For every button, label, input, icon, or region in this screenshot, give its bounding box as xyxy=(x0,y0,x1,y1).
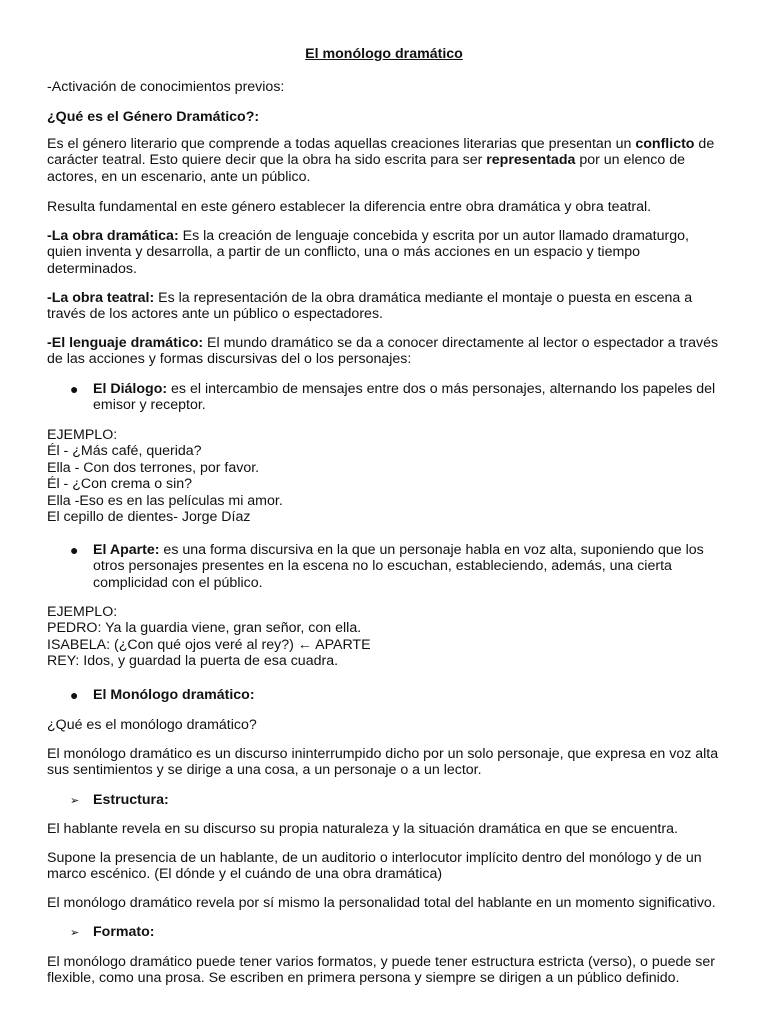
monologo-bullet-icon: ● xyxy=(70,687,79,703)
formato-arrow-icon: ➢ xyxy=(70,927,80,939)
obra-teatral-label: -La obra teatral: xyxy=(47,290,155,306)
ejemplo-line: REY: Idos, y guardad la puerta de esa cuadra. xyxy=(47,653,339,670)
obra-dramatica-text: Es la creación de lenguaje concebida y escrita por un autor llamado dramaturgo, quien inventa y desarrolla, a partir de un conflicto, una o más acciones en un espacio y tiempo determinados. xyxy=(47,228,689,277)
genre-text-2: de carácter teatral. Esto quiere decir que la obra ha sido escrita para ser xyxy=(47,136,715,169)
estructura-heading: Estructura: xyxy=(93,792,169,808)
aparte-label: El Aparte: xyxy=(93,542,160,558)
dialogo-bullet-icon: ● xyxy=(70,381,79,397)
dialogo-paragraph xyxy=(93,381,733,414)
ejemplo-line: Ella - Con dos terrones, por favor. xyxy=(47,459,260,476)
estructura-paragraph-3: El monólogo dramático revela por sí mismo la personalidad total del hablante en un momento significativo. xyxy=(47,895,716,911)
lenguaje-dramatico-label: -El lenguaje dramático: xyxy=(47,335,204,351)
lenguaje-dramatico-text: El mundo dramático se da a conocer directamente al lector o espectador a través de las acciones y formas discursivas del o los personajes: xyxy=(47,335,719,368)
estructura-arrow-icon: ➢ xyxy=(70,795,80,807)
genre-question-heading: ¿Qué es el Género Dramático?: xyxy=(47,109,260,125)
estructura-paragraph-2: Supone la presencia de un hablante, de un auditorio o interlocutor implícito dentro del monólogo y de un marco escénico. (El dónde y el cuándo de una obra dramática) xyxy=(47,850,702,883)
genre-bold-representada: representada xyxy=(486,152,576,169)
aparte-text: es una forma discursiva en la que un personaje habla en voz alta, suponiendo que los otros personajes presentes en la escena no lo escuchan, estableciendo, además, una cierta complicidad con el público. xyxy=(93,542,704,591)
ejemplo-line: PEDRO: Ya la guardia viene, gran señor, con ella. xyxy=(47,620,362,637)
dialogo-text: es el intercambio de mensajes entre dos o más personajes, alternando los papeles del emisor y receptor. xyxy=(93,381,716,414)
monologo-question: ¿Qué es el monólogo dramático? xyxy=(47,717,257,733)
ejemplo-aparte-block xyxy=(47,604,727,670)
document-title: El monólogo dramático xyxy=(305,46,463,62)
lenguaje-dramatico-paragraph xyxy=(47,335,727,368)
difference-paragraph: Resulta fundamental en este género establecer la diferencia entre obra dramática y obra teatral. xyxy=(47,199,652,215)
estructura-paragraph-1: El hablante revela en su discurso su propia naturaleza y la situación dramática en que se encuentra. xyxy=(47,821,678,837)
formato-heading: Formato: xyxy=(93,924,155,940)
genre-text-1: Es el género literario que comprende a todas aquellas creaciones literarias que presentan un xyxy=(47,136,636,152)
ejemplo-line: Él - ¿Más café, querida? xyxy=(47,443,202,460)
genre-bold-conflicto: conflicto xyxy=(635,136,695,152)
obra-teatral-paragraph xyxy=(47,290,727,323)
dialogo-label: El Diálogo: xyxy=(93,381,168,397)
ejemplo-line: EJEMPLO: xyxy=(47,427,118,443)
ejemplo-line: El cepillo de dientes- Jorge Díaz xyxy=(47,509,251,526)
genre-text-3: por un elenco de actores, en un escenario, ante un público. xyxy=(47,152,686,185)
obra-teatral-text: Es la representación de la obra dramática mediante el montaje o puesta en escena a través de los actores ante un público o espectadores. xyxy=(47,290,693,323)
ejemplo-dialogo-block xyxy=(47,427,727,525)
ejemplo-line: ISABELA: (¿Con qué ojos veré al rey?) ← APARTE xyxy=(47,636,371,653)
ejemplo-line: Él - ¿Con crema o sin? xyxy=(47,476,193,493)
genre-definition-paragraph xyxy=(47,136,727,185)
monologo-definition: El monólogo dramático es un discurso ininterrumpido dicho por un solo personaje, que expresa en voz alta sus sentimientos y se dirige a una cosa, a un personaje o a un lector. xyxy=(47,746,719,779)
aparte-bullet-icon: ● xyxy=(70,542,79,558)
obra-dramatica-paragraph xyxy=(47,228,727,277)
activation-line: -Activación de conocimientos previos: xyxy=(47,79,285,95)
monologo-heading: El Monólogo dramático: xyxy=(93,687,255,703)
formato-paragraph-1: El monólogo dramático puede tener varios formatos, y puede tener estructura estricta (verso), o puede ser flexible, como una prosa. Se escriben en primera persona y siempre se dirigen a un público definido. xyxy=(47,954,715,987)
ejemplo-line: Ella -Eso es en las películas mi amor. xyxy=(47,492,283,509)
obra-dramatica-label: -La obra dramática: xyxy=(47,228,179,244)
aparte-paragraph xyxy=(93,542,733,591)
ejemplo-line: EJEMPLO: xyxy=(47,604,118,620)
